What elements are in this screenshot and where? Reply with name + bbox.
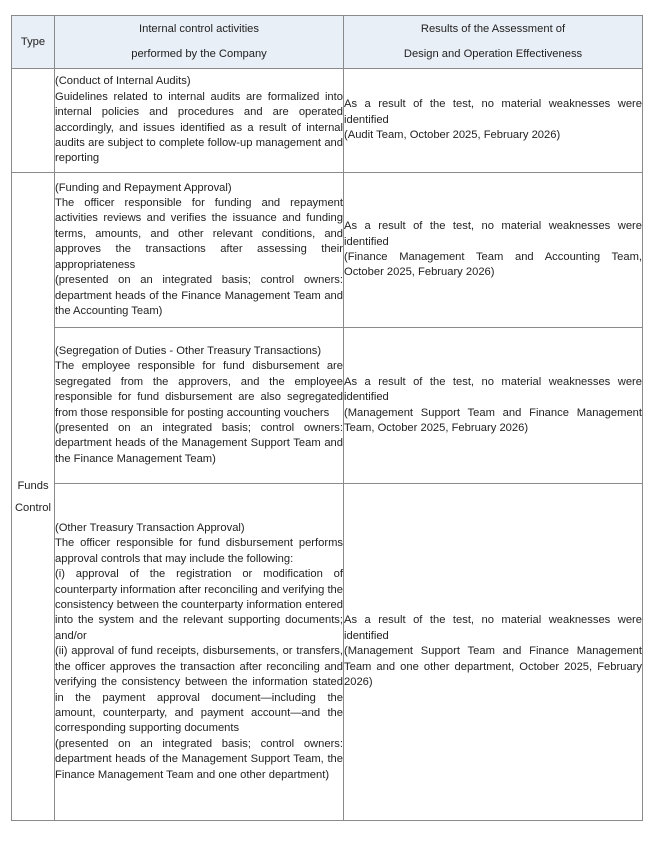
table-row bbox=[12, 484, 643, 821]
activity-cell bbox=[55, 484, 344, 821]
result-text: As a result of the test, no material weaknesses were identified bbox=[344, 98, 642, 126]
activity-paragraph: (presented on an integrated basis; control owners: department heads of the Management Support Team, the Finance Management Team and one other department) bbox=[55, 737, 343, 781]
result-text: As a result of the test, no material weaknesses were identified bbox=[344, 220, 642, 248]
activity-title: (Segregation of Duties - Other Treasury Transactions) bbox=[55, 344, 322, 357]
result-source: (Audit Team, October 2025, February 2026) bbox=[344, 129, 561, 142]
result-cell bbox=[344, 69, 643, 173]
type-label-line2: Control bbox=[14, 501, 52, 514]
activity-paragraph: (presented on an integrated basis; control owners: department heads of the Finance Management Team and the Accounting Team) bbox=[55, 274, 343, 317]
activity-title: (Funding and Repayment Approval) bbox=[55, 181, 232, 194]
header-type-label: Type bbox=[20, 35, 46, 48]
table-row bbox=[12, 328, 643, 484]
activity-title: (Conduct of Internal Audits) bbox=[55, 75, 191, 88]
activity-paragraph: The officer responsible for funding and repayment activities reviews and verifies the issuance and funding terms, amounts, and other relevant conditions, and approves the transactions after assessing their appropriateness bbox=[55, 197, 343, 271]
internal-control-table bbox=[11, 15, 643, 821]
result-source: (Management Support Team and Finance Management Team and one other department, October 2025, February 2026) bbox=[344, 645, 642, 689]
table-row bbox=[12, 69, 643, 173]
header-results bbox=[344, 16, 643, 69]
header-activities-line1: Internal control activities bbox=[138, 23, 259, 35]
result-text: As a result of the test, no material weaknesses were identified bbox=[344, 375, 642, 404]
activity-paragraph: (ii) approval of fund receipts, disbursements, or transfers, the officer approves the transaction after reconciling and verifying the consistency between the information stated in the payment approval document—including the amount, counterparty, and payment account—and the corresponding supporting documents bbox=[55, 645, 343, 735]
activity-paragraph: Guidelines related to internal audits are formalized into internal policies and procedures and are operated accordingly, and issues identified as a result of internal audits are subject to complete follow-up management and reporting bbox=[55, 90, 343, 165]
activity-cell bbox=[55, 328, 344, 484]
table-header-row bbox=[12, 16, 643, 69]
activity-title: (Other Treasury Transaction Approval) bbox=[55, 522, 245, 535]
result-cell bbox=[344, 328, 643, 484]
activity-cell bbox=[55, 173, 344, 328]
result-text: As a result of the test, no material weaknesses were identified bbox=[344, 614, 642, 642]
header-results-line1: Results of the Assessment of bbox=[420, 23, 566, 35]
result-cell bbox=[344, 173, 643, 328]
activity-cell bbox=[55, 69, 344, 173]
header-results-line2: Design and Operation Effectiveness bbox=[403, 48, 583, 60]
table-row bbox=[12, 173, 643, 328]
activity-paragraph: The employee responsible for fund disbursement are segregated from the approvers, and the employee responsible for fund disbursement are also segregated from those responsible for posting accounting vouchers bbox=[55, 360, 343, 419]
activity-paragraph: (i) approval of the registration or modification of counterparty information after reconciling and verifying the consistency between the counterparty information entered into the system and the relevant supporting documents; and/or bbox=[55, 568, 343, 642]
result-cell bbox=[344, 484, 643, 821]
result-source: (Finance Management Team and Accounting Team, October 2025, February 2026) bbox=[344, 251, 642, 279]
type-cell-funds-control bbox=[12, 173, 55, 821]
type-cell-empty bbox=[12, 69, 55, 173]
type-label-line1: Funds bbox=[17, 479, 49, 492]
result-source: (Management Support Team and Finance Management Team, October 2025, February 2026) bbox=[344, 406, 642, 434]
activity-paragraph: The officer responsible for fund disbursement performs approval controls that may include the following: bbox=[55, 537, 343, 565]
header-activities bbox=[55, 16, 344, 69]
activity-paragraph: (presented on an integrated basis; control owners: department heads of the Management Support Team and the Finance Management Team) bbox=[55, 421, 343, 465]
header-type bbox=[12, 16, 55, 69]
header-activities-line2: performed by the Company bbox=[131, 48, 267, 60]
